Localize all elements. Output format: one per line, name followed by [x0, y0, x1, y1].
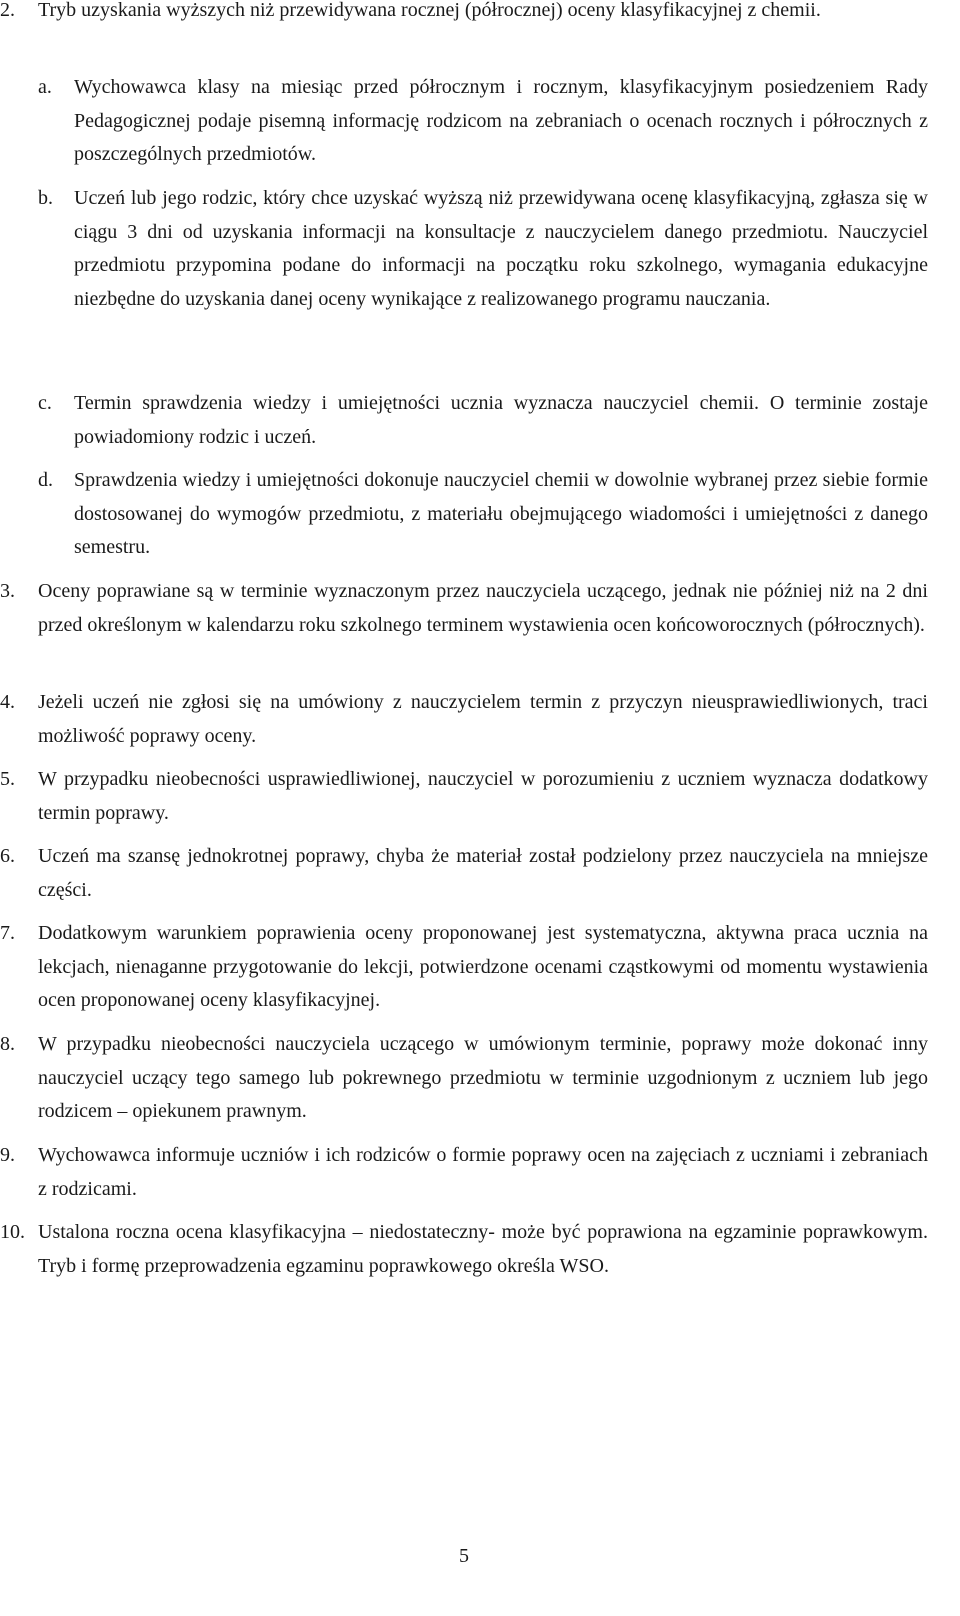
- item-text: W przypadku nieobecności usprawiedliwionej, nauczyciel w porozumieniu z uczniem wyznacza dodatkowy termin poprawy.: [38, 768, 928, 824]
- item-text: Uczeń lub jego rodzic, który chce uzyskać wyższą niż przewidywana ocenę klasyfikacyjną, zgłasza się w ciągu 3 dni od uzyskania informacji na konsultacje z nauczycielem danego przedmiotu. Nauczyciel przedmiotu przypomina podane do informacji na początku roku szkolnego, wymagania edukacyjne niezbędne do uzyskania danej oceny wynikające z realizowanego programu nauczania.: [74, 187, 928, 310]
- item-text: Tryb uzyskania wyższych niż przewidywana rocznej (półrocznej) oceny klasyfikacyjnej z chemii.: [38, 0, 821, 21]
- item-letter: c.: [38, 392, 52, 414]
- item-number: 9.: [0, 1144, 15, 1166]
- item-number: 7.: [0, 922, 15, 944]
- item-text: Jeżeli uczeń nie zgłosi się na umówiony z nauczycielem termin z przyczyn nieusprawiedliwionych, traci możliwość poprawy oceny.: [38, 691, 928, 747]
- item-text: Uczeń ma szansę jednokrotnej poprawy, chyba że materiał został podzielony przez nauczyciela na mniejsze części.: [38, 845, 928, 901]
- item-text: Sprawdzenia wiedzy i umiejętności dokonuje nauczyciel chemii w dowolnie wybranej przez siebie formie dostosowanej do wymogów przedmiotu, z materiału obejmującego wiadomości i umiejętności z danego semestru.: [74, 469, 928, 558]
- item-text: Wychowawca klasy na miesiąc przed półrocznym i rocznym, klasyfikacyjnym posiedzeniem Rady Pedagogicznej podaje pisemną informację rodzicom na zebraniach o ocenach rocznych i półrocznych z poszczególnych przedmiotów.: [74, 76, 928, 165]
- item-number: 6.: [0, 845, 15, 867]
- item-number: 3.: [0, 580, 15, 602]
- item-text: Termin sprawdzenia wiedzy i umiejętności ucznia wyznacza nauczyciel chemii. O terminie zostaje powiadomiony rodzic i uczeń.: [74, 392, 928, 448]
- item-text: Oceny poprawiane są w terminie wyznaczonym przez nauczyciela uczącego, jednak nie później niż na 2 dni przed określonym w kalendarzu roku szkolnego terminem wystawienia ocen końcoworocznych (półrocznych).: [38, 580, 928, 636]
- item-text: Dodatkowym warunkiem poprawienia oceny proponowanej jest systematyczna, aktywna praca ucznia na lekcjach, nienaganne przygotowanie do lekcji, potwierdzone ocenami cząstkowymi od momentu wystawienia ocen proponowanej oceny klasyfikacyjnej.: [38, 922, 928, 1011]
- item-number: 8.: [0, 1033, 15, 1055]
- item-letter: b.: [38, 187, 53, 209]
- item-number: 5.: [0, 768, 15, 790]
- page-number: 5: [459, 1545, 469, 1567]
- item-letter: a.: [38, 76, 52, 98]
- item-text: Wychowawca informuje uczniów i ich rodziców o formie poprawy ocen na zajęciach z uczniami i zebraniach z rodzicami.: [38, 1144, 928, 1200]
- item-number: 4.: [0, 691, 15, 713]
- item-number: 2.: [0, 0, 15, 21]
- item-text: W przypadku nieobecności nauczyciela uczącego w umówionym terminie, poprawy może dokonać inny nauczyciel uczący tego samego lub pokrewnego przedmiotu w terminie uzgodnionym z uczniem lub jego rodzicem – opiekunem prawnym.: [38, 1033, 928, 1122]
- item-letter: d.: [38, 469, 53, 491]
- item-number: 10.: [0, 1221, 25, 1243]
- item-text: Ustalona roczna ocena klasyfikacyjna – niedostateczny- może być poprawiona na egzaminie poprawkowym. Tryb i formę przeprowadzenia egzaminu poprawkowego określa WSO.: [38, 1221, 928, 1277]
